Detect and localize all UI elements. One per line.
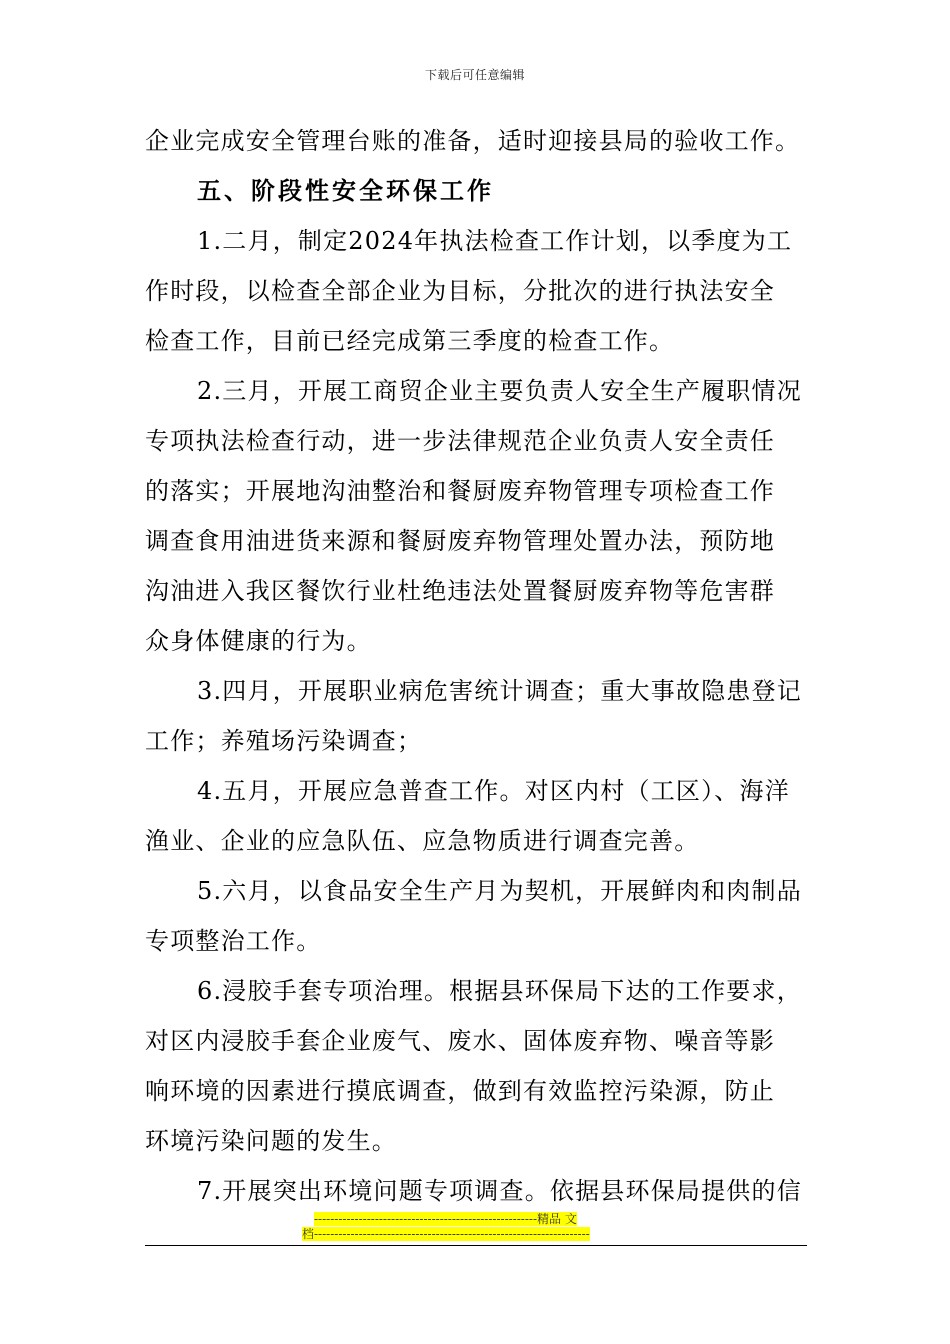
text-line: 的落实；开展地沟油整治和餐厨废弃物管理专项检查工作: [145, 477, 775, 505]
text-line: 2.三月，开展工商贸企业主要负责人安全生产履职情况: [197, 377, 802, 405]
section-heading: 五、阶段性安全环保工作: [197, 176, 494, 205]
text-line: 企业完成安全管理台账的准备，适时迎接县局的验收工作。: [145, 127, 801, 155]
text-line: 专项整治工作。: [145, 927, 322, 955]
text-line: 工作；养殖场污染调查；: [145, 727, 423, 755]
document-body: [145, 116, 807, 1216]
text-line: 沟油进入我区餐饮行业杜绝违法处置餐厨废弃物等危害群: [145, 577, 775, 605]
text-line: 7.开展突出环境问题专项调查。依据县环保局提供的信: [197, 1177, 802, 1205]
header-note: 下载后可任意编辑: [424, 68, 525, 82]
text-line: 作时段，以检查全部企业为目标，分批次的进行执法安全: [145, 277, 775, 305]
text-line: 检查工作，目前已经完成第三季度的检查工作。: [145, 327, 675, 355]
footer-watermark-line-2: 档--------------------------------------------------------------------: [302, 1227, 590, 1241]
text-line: 环境污染问题的发生。: [145, 1127, 397, 1155]
text-line: 1.二月，制定2024年执法检查工作计划，以季度为工: [197, 227, 793, 255]
text-line: 对区内浸胶手套企业废气、废水、固体废弃物、噪音等影: [145, 1027, 775, 1055]
text-line: 专项执法检查行动，进一步法律规范企业负责人安全责任: [145, 427, 775, 455]
text-line: 5.六月，以食品安全生产月为契机，开展鲜肉和肉制品: [197, 877, 802, 905]
text-line: 众身体健康的行为。: [145, 627, 372, 655]
text-line: 6.浸胶手套专项治理。根据县环保局下达的工作要求，: [197, 977, 802, 1005]
footer-watermark-line-1: -------------------------------------------------------精品 文: [314, 1212, 577, 1226]
text-line: 调查食用油进货来源和餐厨废弃物管理处置办法，预防地: [145, 527, 775, 555]
footer-watermark: [302, 1212, 590, 1242]
text-line: 响环境的因素进行摸底调查，做到有效监控污染源，防止: [145, 1077, 775, 1105]
text-line: 4.五月，开展应急普查工作。对区内村（工区）、海洋: [197, 777, 790, 805]
text-line: 3.四月，开展职业病危害统计调查；重大事故隐患登记: [197, 677, 802, 705]
text-line: 渔业、企业的应急队伍、应急物质进行调查完善。: [145, 827, 700, 855]
footer-divider: [145, 1245, 807, 1246]
